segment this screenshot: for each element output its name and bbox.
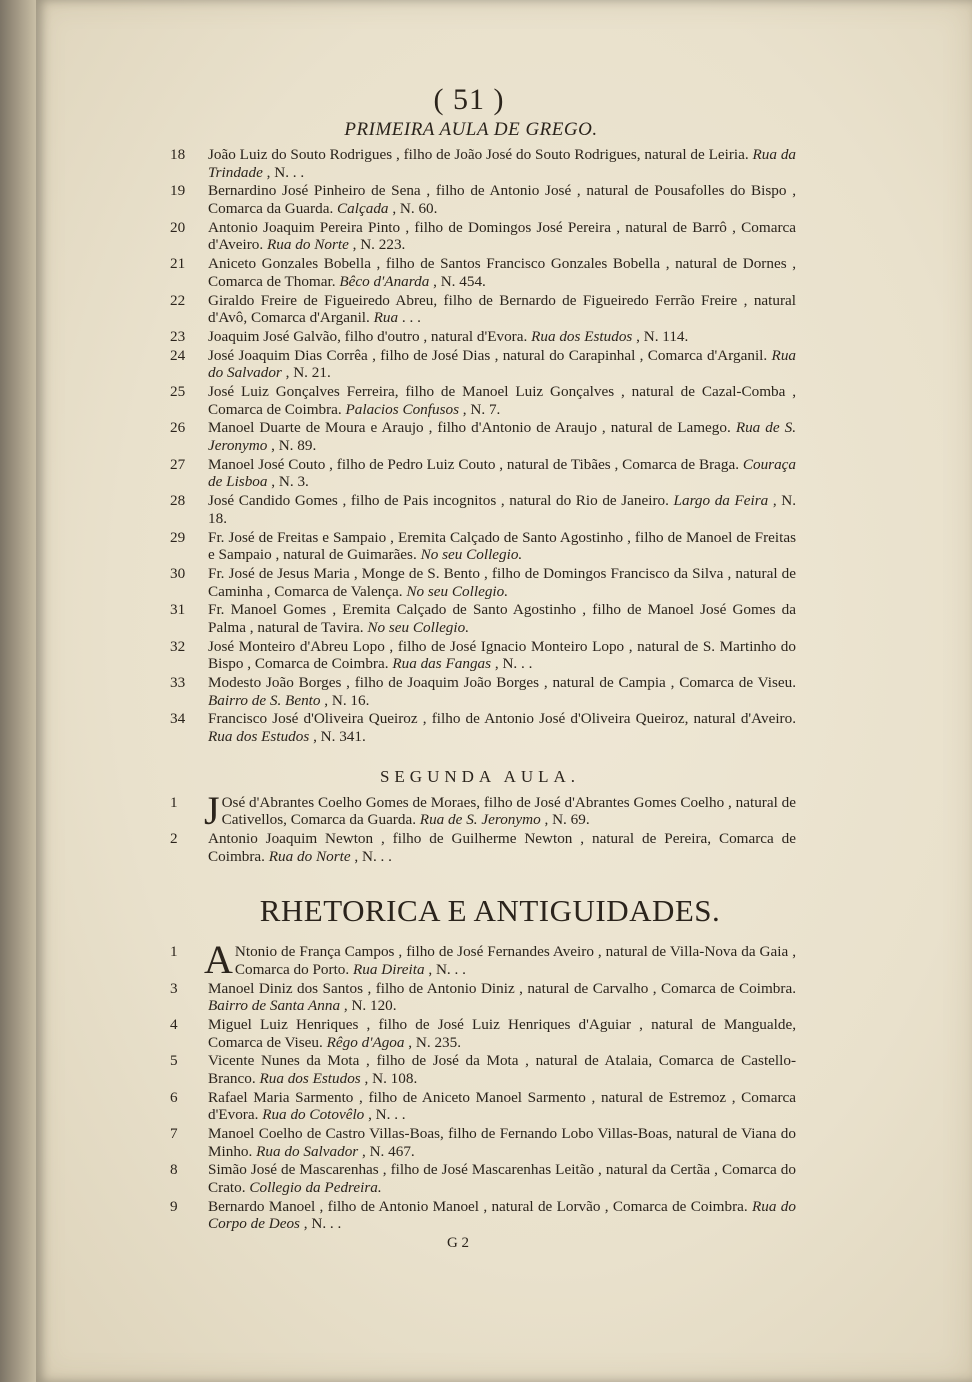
list-item xyxy=(164,1016,796,1051)
entry-address: Bairro de S. Bento xyxy=(208,691,321,709)
entry-number: 33 xyxy=(170,674,186,692)
entry-text xyxy=(208,1089,796,1124)
entry-house-number: , N. 3. xyxy=(271,473,309,491)
segunda-aula-list xyxy=(164,787,796,866)
entry-text xyxy=(208,219,796,254)
entry-description: João Luiz do Souto Rodrigues , filho de João José do Souto Rodrigues, natural de Leiria. xyxy=(208,146,749,163)
entry-number: 24 xyxy=(170,346,186,364)
page-content xyxy=(164,82,796,1252)
entry-house-number: , N. . . xyxy=(368,1106,406,1124)
entry-number: 20 xyxy=(170,218,186,236)
entry-text xyxy=(208,492,796,527)
entry-description: Simão José de Mascarenhas , filho de José Mascarenhas Leitão , natural da Certãa , Comarca do Crato. xyxy=(208,1161,796,1196)
section-title: PRIMEIRA AULA DE GREGO. xyxy=(344,119,598,140)
list-item xyxy=(164,328,796,346)
page-number: ( 51 ) xyxy=(433,83,505,116)
entry-number: 29 xyxy=(170,528,186,546)
entry-address: Rua dos Estudos xyxy=(208,728,310,745)
list-item xyxy=(164,255,796,290)
entry-text xyxy=(208,255,796,290)
list-item xyxy=(164,182,796,217)
entry-number: 7 xyxy=(170,1125,178,1143)
entry-text xyxy=(208,347,796,382)
entry-address: No seu Collegio. xyxy=(367,618,470,636)
entry-house-number: , N. 21. xyxy=(285,364,331,382)
entry-number: 25 xyxy=(170,383,186,401)
list-item xyxy=(164,292,796,327)
entry-address: Rua do Cotovêlo xyxy=(262,1106,365,1124)
entry-number: 4 xyxy=(170,1015,178,1033)
entry-address: Palacios Confusos xyxy=(345,400,459,418)
entry-description: José Luiz Gonçalves Ferreira, filho de Manoel Luiz Gonçalves , natural de Cazal-Comba , Comarca de Coimbra. xyxy=(208,383,796,418)
entry-address: Rua do Salvador xyxy=(208,346,797,382)
entry-number: 26 xyxy=(170,419,186,437)
entry-description: Manoel Duarte de Moura e Araujo , filho d'Antonio de Araujo , natural de Lamego. xyxy=(208,419,731,437)
entry-address: Rua xyxy=(373,309,399,327)
list-item xyxy=(164,383,796,418)
entry-text xyxy=(208,710,796,745)
entry-description: Fr. José de Jesus Maria , Monge de S. Bento , filho de Domingos Francisco da Silva , natural de Caminha , Comarca de Valença. xyxy=(208,564,796,600)
entry-house-number: , N. 235. xyxy=(408,1033,462,1051)
segunda-aula-title: SEGUNDA AULA. xyxy=(379,766,581,786)
entry-address: No seu Collegio. xyxy=(406,582,509,600)
entry-description: Osé d'Abrantes Coelho Gomes de Moraes, filho de José d'Abrantes Gomes Coelho , natural de Cativellos, Comarca da Guarda. xyxy=(221,793,796,829)
entry-house-number: , N. 18. xyxy=(208,492,797,527)
entry-text xyxy=(208,1161,796,1196)
entry-text xyxy=(208,601,796,636)
entry-address: Rua da Trindade xyxy=(208,146,797,181)
list-item xyxy=(164,1125,796,1160)
entry-house-number: , N. 223. xyxy=(352,236,406,254)
list-item xyxy=(164,937,796,983)
entry-description: José Monteiro d'Abreu Lopo , filho de José Ignacio Monteiro Lopo , natural de S. Martinho do Bispo , Comarca de Coimbra. xyxy=(208,637,796,673)
entry-number: 2 xyxy=(170,829,178,847)
list-item xyxy=(164,1052,796,1087)
list-item xyxy=(164,601,796,636)
entry-number: 32 xyxy=(170,637,186,655)
list-item xyxy=(164,787,796,833)
entry-house-number: , N. . . xyxy=(494,655,533,673)
entry-description: Antonio Joaquim Newton , filho de Guilherme Newton , natural de Pereira, Comarca de Coimbra. xyxy=(208,829,796,865)
list-item xyxy=(164,638,796,673)
entry-text xyxy=(208,529,796,564)
drop-cap: J xyxy=(204,787,220,833)
list-item xyxy=(164,710,796,745)
entry-house-number: , N. . . xyxy=(428,960,466,978)
entry-address: Rua dos Estudos xyxy=(259,1069,361,1087)
entry-house-number: , N. . . xyxy=(303,1215,342,1233)
entry-house-number: , N. 89. xyxy=(271,437,317,454)
entry-number: 1 xyxy=(170,943,178,961)
entry-address: No seu Collegio. xyxy=(420,546,523,564)
entry-text xyxy=(208,328,796,346)
entry-description: Rafael Maria Sarmento , filho de Aniceto Manoel Sarmento , natural de Estremoz , Comarca d'Evora. xyxy=(208,1088,796,1124)
entry-address: Couraça de Lisboa xyxy=(208,455,797,491)
entry-address: Rua do Norte xyxy=(268,847,351,865)
entry-house-number: , N. 16. xyxy=(324,691,370,709)
entry-description: Manoel Diniz dos Santos , filho de Antonio Diniz , natural de Carvalho , Comarca de Coimbra. xyxy=(208,979,796,997)
entry-description: Miguel Luiz Henriques , filho de José Luiz Henriques d'Aguiar , natural de Mangualde, Comarca de Viseu. xyxy=(208,1015,796,1051)
entry-description: Fr. José de Freitas e Sampaio , Eremita Calçado de Santo Agostinho , filho de Manoel de Freitas e Sampaio , natural de Guimarães. xyxy=(208,528,796,564)
entry-text xyxy=(208,674,796,709)
entry-address: Bairro de Santa Anna xyxy=(208,997,341,1015)
entry-number: 34 xyxy=(170,710,186,728)
entry-number: 3 xyxy=(170,979,178,997)
entry-description: José Joaquim Dias Corrêa , filho de José Dias , natural do Carapinhal , Comarca d'Arganil. xyxy=(208,346,768,364)
entry-text xyxy=(204,937,796,983)
entry-text xyxy=(208,980,796,1015)
entry-number: 27 xyxy=(170,455,186,473)
entry-address: Rua do Corpo de Deos xyxy=(208,1197,796,1233)
entry-house-number: , N. 108. xyxy=(364,1069,418,1087)
list-item xyxy=(164,674,796,709)
entry-text xyxy=(208,383,796,418)
book-gutter xyxy=(0,0,36,1382)
entry-number: 19 xyxy=(170,182,186,200)
entry-number: 9 xyxy=(170,1197,178,1215)
list-item xyxy=(164,1161,796,1196)
entry-address: Rua das Fangas xyxy=(392,655,492,673)
rhetorica-title: RHETORICA E ANTIGUIDADES. xyxy=(259,893,721,929)
entry-house-number: . . . xyxy=(401,309,421,327)
entry-address: Rua de S. Jeronymo xyxy=(208,419,797,454)
entry-house-number: , N. 454. xyxy=(433,272,486,290)
entry-number: 23 xyxy=(170,327,186,345)
entry-address: Rua dos Estudos xyxy=(531,327,633,345)
entry-house-number: , N. 120. xyxy=(343,997,397,1015)
entry-description: Vicente Nunes da Mota , filho de José da Mota , natural de Atalaia, Comarca de Castello-Branco. xyxy=(208,1052,796,1087)
entry-text xyxy=(208,182,796,217)
entry-house-number: , N. . . xyxy=(354,847,392,865)
entry-number: 5 xyxy=(170,1052,178,1070)
list-item xyxy=(164,1089,796,1124)
entry-description: José Candido Gomes , filho de Pais incognitos , natural do Rio de Janeiro. xyxy=(208,492,669,510)
entry-address: Rua de S. Jeronymo xyxy=(419,811,541,829)
list-item xyxy=(164,456,796,491)
entry-description: Fr. Manoel Gomes , Eremita Calçado de Santo Agostinho , filho de Manoel José Gomes da Palma , natural de Tavira. xyxy=(208,601,796,636)
entry-house-number: , N. 114. xyxy=(636,327,689,345)
entry-house-number: , N. 7. xyxy=(462,400,501,418)
entry-number: 6 xyxy=(170,1088,178,1106)
entry-description: Aniceto Gonzales Bobella , filho de Santos Francisco Gonzales Bobella , natural de Dornes , Comarca de Thomar. xyxy=(208,255,796,290)
entry-address: Rêgo d'Agoa xyxy=(326,1033,405,1051)
list-item xyxy=(164,219,796,254)
list-item xyxy=(164,980,796,1015)
entry-number: 18 xyxy=(170,146,186,163)
entry-number: 1 xyxy=(170,793,178,811)
entry-description: Manoel José Couto , filho de Pedro Luiz Couto , natural de Tibães , Comarca de Braga. xyxy=(208,455,740,473)
entry-house-number: , N. 60. xyxy=(392,199,438,217)
entry-number: 30 xyxy=(170,564,186,582)
entry-text xyxy=(208,1052,796,1087)
primeira-aula-list xyxy=(164,146,796,746)
entry-description: Antonio Joaquim Pereira Pinto , filho de Domingos José Pereira , natural de Barrô , Comarca d'Aveiro. xyxy=(208,218,796,254)
entry-address: Collegio da Pedreira. xyxy=(249,1179,382,1196)
entry-address: Rua do Norte xyxy=(266,236,349,254)
entry-description: Manoel Coelho de Castro Villas-Boas, filho de Fernando Lobo Villas-Boas, natural de Viana do Minho. xyxy=(208,1125,796,1160)
entry-address: Rua Direita xyxy=(353,960,425,978)
list-item xyxy=(164,529,796,564)
entry-text xyxy=(208,456,796,491)
entry-number: 8 xyxy=(170,1161,178,1179)
entry-number: 31 xyxy=(170,601,186,619)
rhetorica-list xyxy=(164,937,796,1233)
list-item xyxy=(164,830,796,865)
entry-text xyxy=(208,1125,796,1160)
entry-house-number: , N. 69. xyxy=(544,811,590,829)
list-item xyxy=(164,419,796,454)
entry-number: 21 xyxy=(170,255,186,273)
entry-description: Joaquim José Galvão, filho d'outro , natural d'Evora. xyxy=(208,327,528,345)
list-item xyxy=(164,565,796,600)
signature-mark: G 2 xyxy=(446,1235,470,1252)
drop-cap: A xyxy=(204,937,233,983)
entry-house-number: , N. 341. xyxy=(313,728,366,745)
entry-text xyxy=(208,1016,796,1051)
entry-description: Francisco José d'Oliveira Queiroz , filho de Antonio José d'Oliveira Queiroz, natural d'Aveiro. xyxy=(208,710,796,728)
entry-address: Bêco d'Anarda xyxy=(339,272,430,290)
entry-number: 22 xyxy=(170,291,186,309)
entry-description: Ntonio de França Campos , filho de José Fernandes Aveiro , natural de Villa-Nova da Gaia , Comarca do Porto. xyxy=(234,943,796,978)
entry-text xyxy=(208,638,796,673)
entry-address: Rua do Salvador xyxy=(256,1142,359,1160)
entry-text xyxy=(208,146,796,181)
entry-text xyxy=(208,419,796,454)
entry-text xyxy=(208,1198,796,1233)
entry-description: Modesto João Borges , filho de Joaquim João Borges , natural de Campia , Comarca de Viseu. xyxy=(208,674,796,692)
list-item xyxy=(164,492,796,527)
entry-address: Largo da Feira xyxy=(673,492,769,510)
entry-description: Bernardino José Pinheiro de Sena , filho de Antonio José , natural de Pousafolles do Bispo , Comarca da Guarda. xyxy=(208,182,796,217)
list-item xyxy=(164,347,796,382)
entry-house-number: , N. . . xyxy=(266,163,305,181)
entry-text xyxy=(208,292,796,327)
list-item xyxy=(164,1198,796,1233)
entry-number: 28 xyxy=(170,492,186,510)
entry-description: Giraldo Freire de Figueiredo Abreu, filho de Bernardo de Figueiredo Ferrão Freire , natural d'Avô, Comarca d'Arganil. xyxy=(208,291,796,327)
entry-text xyxy=(204,787,796,833)
entry-text xyxy=(208,565,796,600)
entry-description: Bernardo Manoel , filho de Antonio Manoel , natural de Lorvão , Comarca de Coimbra. xyxy=(208,1197,748,1215)
list-item xyxy=(164,146,796,181)
entry-text xyxy=(208,830,796,865)
entry-house-number: , N. 467. xyxy=(362,1142,415,1160)
entry-address: Calçada xyxy=(337,199,389,217)
